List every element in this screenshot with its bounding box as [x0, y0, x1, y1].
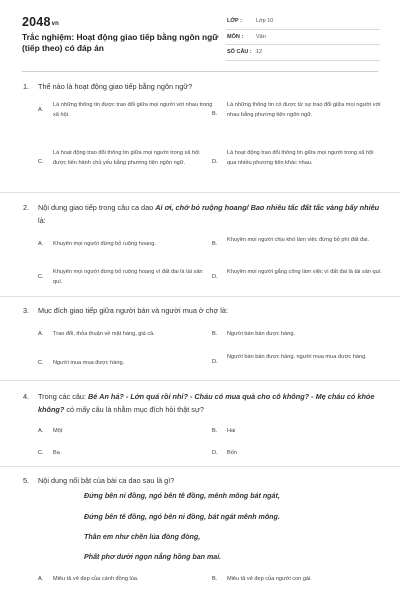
question-divider: [0, 296, 400, 297]
option-text: Miêu tả vẻ đẹp của cánh đồng lúa.: [53, 576, 139, 582]
option-letter: B.: [212, 241, 218, 247]
option-letter: D.: [212, 359, 218, 365]
option-text: Hai: [227, 428, 236, 434]
option-letter: A.: [38, 107, 44, 113]
question-text-after: có mấy câu là nhằm mục đích hỏi thật sự?: [64, 405, 204, 414]
question-divider: [0, 192, 400, 193]
question-text: Thế nào là hoạt động giao tiếp bằng ngôn ngữ?: [38, 82, 193, 91]
option-text: Khuyên mọi người gắng công làm việc vì đất đai là tài sản quí.: [227, 269, 382, 275]
meta-value: 12: [256, 49, 263, 55]
option-letter: B.: [212, 428, 218, 434]
option-text: Là hoạt động trao đổi thông tin giữa mọi người trong xã hội được tiến hành chủ yếu bằng phương tiện ngôn ngữ.: [53, 150, 200, 166]
option-letter: B.: [212, 576, 218, 582]
option-letter: A.: [38, 241, 44, 247]
option-text: Người mua mua được hàng.: [53, 360, 125, 366]
question-number: 3.: [23, 306, 30, 315]
document-header: [0, 0, 400, 70]
meta-key: MÔN :: [227, 33, 244, 40]
option-text: Bốn: [227, 450, 237, 456]
question-text-before: Nội dung giao tiếp trong câu ca dao: [38, 203, 156, 212]
meta-row-count: [226, 45, 380, 61]
meta-key: LỚP :: [227, 18, 242, 24]
question-number: 2.: [23, 203, 30, 212]
question-text-after: là:: [38, 216, 46, 225]
option-text: Là những thông tin có được từ sự trao đổi giữa mọi người với nhau bằng phương tiện ngôn ngữ.: [227, 102, 381, 118]
poem-line: Thân em như chẽn lúa đòng đòng,: [84, 533, 201, 541]
option-letter: D.: [212, 450, 218, 456]
option-letter: B.: [212, 331, 218, 337]
poem-line: Đứng bên tê đồng, ngó bên ni đồng, bát ngát mênh mông.: [84, 513, 280, 521]
option-text: Trao đổi, thỏa thuận về mặt hàng, giá cả.: [53, 331, 155, 337]
question-text-before: Trong các câu:: [38, 392, 89, 401]
logo-suffix: vn: [51, 21, 60, 27]
meta-key: SỐ CÂU :: [227, 49, 252, 55]
option-text: Là hoạt động trao đổi thông tin giữa mọi người trong xã hội qua nhiều phương tiện khác nhau.: [227, 150, 374, 166]
question-divider: [0, 466, 400, 467]
option-text: Khuyên mọi người đừng bỏ ruộng hoang.: [53, 241, 156, 247]
option-letter: C.: [38, 360, 44, 366]
question-text: [38, 390, 383, 416]
meta-row-grade: [226, 14, 380, 30]
poem-line: Đứng bên ni đồng, ngó bên tê đồng, mênh mông bát ngát,: [84, 492, 280, 500]
question-text: Mục đích giao tiếp giữa người bán và người mua ở chợ là:: [38, 306, 228, 315]
question-text: Nội dung nổi bật của bài ca dao sau là gì?: [38, 476, 175, 485]
poem-line: Phất phơ dưới ngọn nắng hồng ban mai.: [84, 553, 222, 561]
option-letter: A.: [38, 428, 44, 434]
question-number: 1.: [23, 82, 30, 91]
option-text: Miêu tả vẻ đẹp của người con gái.: [227, 576, 312, 582]
question-divider: [0, 380, 400, 381]
question-number: 5.: [23, 476, 30, 485]
option-text: Khuyên mọi người đừng bỏ ruộng hoang vì đất đai là tài sản quí.: [53, 269, 203, 285]
option-letter: A.: [38, 576, 44, 582]
option-letter: C.: [38, 450, 44, 456]
logo-text: 2048: [22, 15, 51, 29]
option-letter: C.: [38, 274, 44, 280]
option-text: Người bán bán được hàng.: [227, 331, 296, 337]
option-text: Khuyên mọi người chịu khó làm việc đừng bỏ phí đất đai.: [227, 237, 370, 243]
question-text: [38, 201, 383, 227]
option-letter: D.: [212, 274, 218, 280]
option-text: Ba: [53, 450, 60, 456]
meta-row-subject: [226, 30, 380, 46]
document-title: Trắc nghiệm: Hoạt động giao tiếp bằng ngôn ngữ (tiếp theo) có đáp án: [22, 32, 219, 53]
question-number: 4.: [23, 392, 30, 401]
question-text-quote: Bé An hả? - Lớn quá rồi nhỉ? - Cháu có mua quà cho cô không? - Mẹ cháu có khỏe không?: [38, 392, 375, 414]
option-letter: B.: [212, 111, 218, 117]
question-text-quote: Ai ơi, chớ bỏ ruộng hoang/ Bao nhiêu tấc đất tấc vàng bấy nhiêu: [155, 203, 380, 212]
meta-table: [226, 14, 380, 61]
meta-value: Văn: [256, 33, 266, 40]
option-letter: C.: [38, 159, 44, 165]
site-logo[interactable]: [22, 15, 59, 29]
option-letter: A.: [38, 331, 44, 337]
meta-value: Lớp 10: [256, 18, 274, 24]
option-letter: D.: [212, 159, 218, 165]
option-text: Một: [53, 428, 63, 434]
option-text: Người bán bán được hàng, người mua mua được hàng.: [227, 354, 367, 360]
option-text: Là những thông tin được trao đổi giữa mọi người với nhau trong xã hội.: [53, 102, 213, 118]
header-divider: [22, 71, 378, 72]
